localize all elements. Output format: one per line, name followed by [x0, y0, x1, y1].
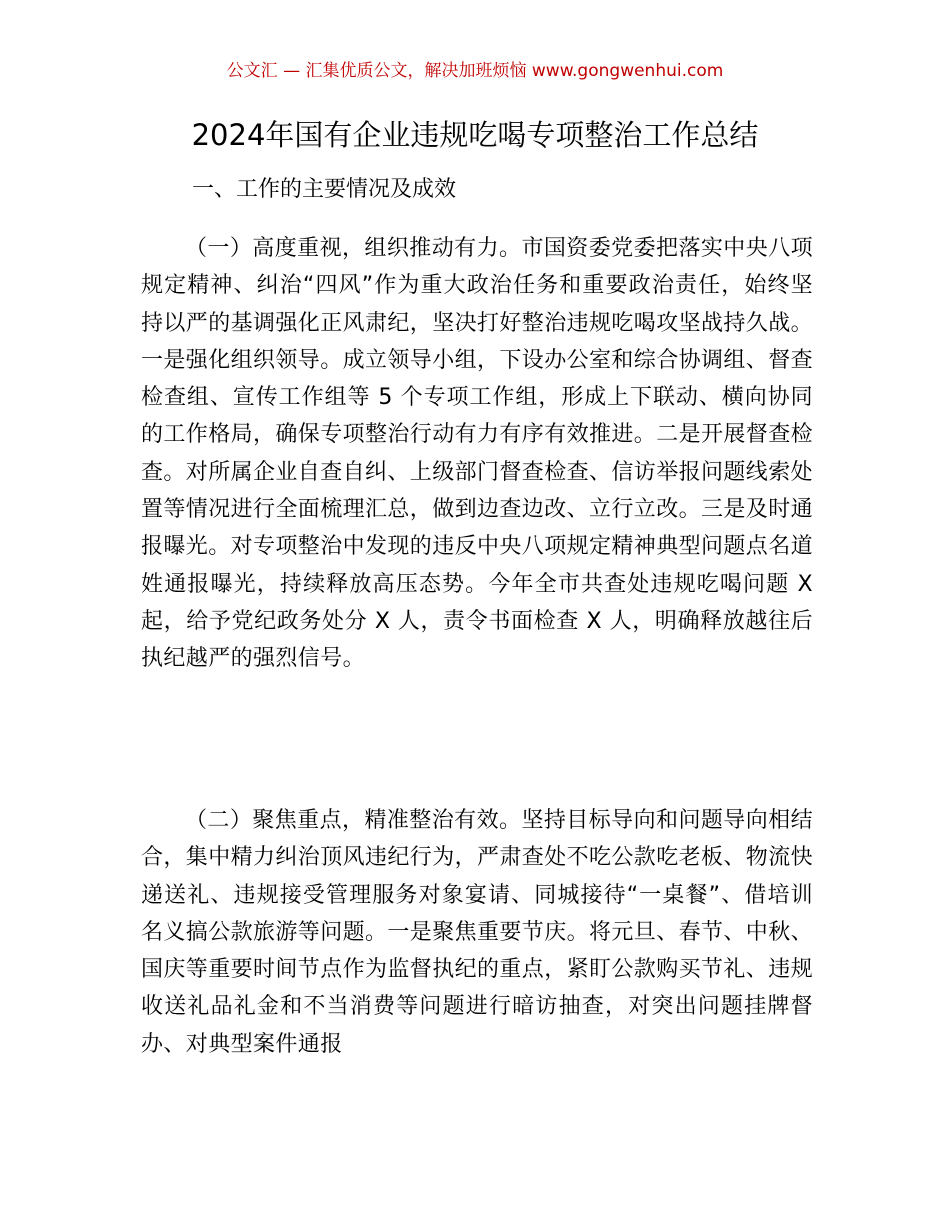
paragraph-2: （二）聚焦重点，精准整治有效。坚持目标导向和问题导向相结合，集中精力纠治顶风违纪行为，严肃查处不吃公款吃老板、物流快递送礼、违规接受管理服务对象宴请、同城接待“一桌餐”、借培训名义搞公款旅游等问题。一是聚焦重要节庆。将元旦、春节、中秋、国庆等重要时间节点作为监督执纪的重点，紧盯公款购买节礼、违规收送礼品礼金和不当消费等问题进行暗访抽查，对突出问题挂牌督办、对典型案件通报 — [141, 808, 814, 1057]
header-banner[interactable]: 公文汇 — 汇集优质公文，解决加班烦恼 www.gongwenhui.com — [226, 61, 724, 81]
document-title: 2024年国有企业违规吃喝专项整治工作总结 — [191, 118, 759, 152]
section-heading: 一、工作的主要情况及成效 — [192, 177, 457, 202]
paragraph-1: （一）高度重视，组织推动有力。市国资委党委把落实中央八项规定精神、纠治“四风”作为重大政治任务和重要政治责任，始终坚持以严的基调强化正风肃纪，坚决打好整治违规吃喝攻坚战持久战。一是强化组织领导。成立领导小组，下设办公室和综合协调组、督查检查组、宣传工作组等 5 个专项工作组，形成上下联动、横向协同的工作格局，确保专项整治行动有力有序有效推进。二是开展督查检查。对所属企业自查自纠、上级部门督查检查、信访举报问题线索处置等情况进行全面梳理汇总，做到边查边改、立行立改。三是及时通报曝光。对专项整治中发现的违反中央八项规定精神典型问题点名道姓通报曝光，持续释放高压态势。今年全市共查处违规吃喝问题 X 起，给予党纪政务处分 X 人，责令书面检查 X 人，明确释放越往后执纪越严的强烈信号。 — [141, 236, 814, 672]
